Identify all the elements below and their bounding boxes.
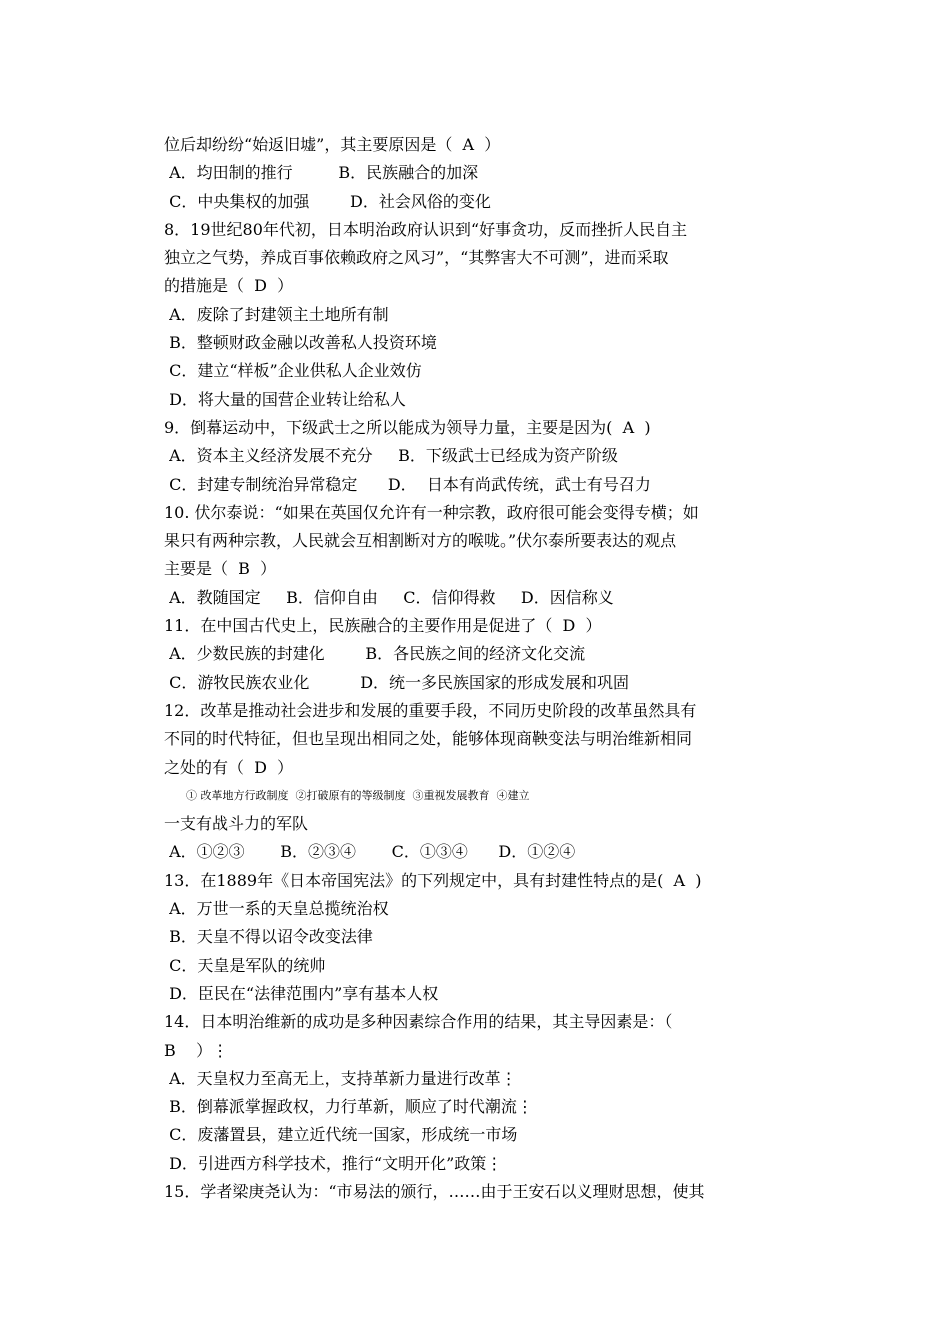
question-11: 11．在中国古代史上，民族融合的主要作用是促进了（ D ） bbox=[164, 616, 602, 636]
exam-page bbox=[164, 131, 790, 1206]
option-line: C．废藩置县，建立近代统一国家，形成统一市场 bbox=[164, 1125, 518, 1145]
option-line: A．资本主义经济发展不充分 B．下级武士已经成为资产阶级 bbox=[164, 446, 618, 466]
question-15: 15．学者梁庚尧认为：“市易法的颁行，……由于王安石以义理财思想，使其 bbox=[164, 1181, 705, 1201]
question-10: 10. 伏尔泰说：“如果在英国仅允许有一种宗教，政府很可能会变得专横；如 bbox=[164, 502, 699, 522]
option-line: B．倒幕派掌握政权，力行革新，顺应了时代潮流⋮ bbox=[164, 1097, 533, 1117]
text-line: 不同的时代特征，但也呈现出相同之处，能够体现商鞅变法与明治维新相同 bbox=[164, 729, 693, 749]
option-line: A．天皇权力至高无上，支持革新力量进行改革⋮ bbox=[164, 1068, 517, 1088]
text-line: 的措施是（ D ） bbox=[164, 276, 294, 296]
option-line: C．游牧民族农业化 D．统一多民族国家的形成发展和巩固 bbox=[164, 672, 630, 692]
option-line: B．天皇不得以诏令改变法律 bbox=[164, 927, 373, 947]
question-13: 13．在1889年《日本帝国宪法》的下列规定中，具有封建性特点的是( A ) bbox=[164, 870, 702, 890]
question-8: 8．19世纪80年代初，日本明治政府认识到“好事贪功，反而挫折人民自主 bbox=[164, 219, 688, 239]
answer-line: B ）⋮ bbox=[164, 1040, 229, 1060]
text-line: 独立之气势，养成百事依赖政府之风习”，“其弊害大不可测”，进而采取 bbox=[164, 248, 669, 268]
question-14: 14．日本明治维新的成功是多种因素综合作用的结果，其主导因素是：（ bbox=[164, 1012, 673, 1032]
option-line: A．少数民族的封建化 B．各民族之间的经济文化交流 bbox=[164, 644, 586, 664]
option-line: C．天皇是军队的统帅 bbox=[164, 955, 326, 975]
option-line: C．建立“样板”企业供私人企业效仿 bbox=[164, 361, 422, 381]
text-line: 之处的有（ D ） bbox=[164, 757, 294, 777]
option-line: D．臣民在“法律范围内”享有基本人权 bbox=[164, 983, 439, 1003]
text-line: 果只有两种宗教，人民就会互相割断对方的喉咙。”伏尔泰所要表达的观点 bbox=[164, 531, 677, 551]
option-line: D．将大量的国营企业转让给私人 bbox=[164, 389, 406, 409]
option-line: C．封建专制统治异常稳定 D． 日本有尚武传统，武士有号召力 bbox=[164, 474, 651, 494]
question-9: 9．倒幕运动中，下级武士之所以能成为领导力量，主要是因为( A ) bbox=[164, 417, 651, 437]
option-line: A．万世一系的天皇总揽统治权 bbox=[164, 899, 389, 919]
option-line: A．教随国定 B．信仰自由 C．信仰得救 D．因信称义 bbox=[164, 587, 614, 607]
option-line: A．①②③ B．②③④ C．①③④ D．①②④ bbox=[164, 842, 576, 862]
statement-line: ① 改革地方行政制度 ②打破原有的等级制度 ③重视发展教育 ④建立 bbox=[186, 788, 530, 802]
text-line: 一支有战斗力的军队 bbox=[164, 814, 309, 834]
option-line: C．中央集权的加强 D．社会风俗的变化 bbox=[164, 191, 491, 211]
question-12: 12．改革是推动社会进步和发展的重要手段，不同历史阶段的改革虽然具有 bbox=[164, 700, 697, 720]
text-line: 位后却纷纷“始返旧墟”，其主要原因是（ A ） bbox=[164, 135, 501, 154]
option-line: D．引进西方科学技术，推行“文明开化”政策⋮ bbox=[164, 1153, 503, 1173]
option-line: A．均田制的推行 B．民族融合的加深 bbox=[164, 163, 479, 183]
option-line: B．整顿财政金融以改善私人投资环境 bbox=[164, 333, 437, 353]
option-line: A．废除了封建领主土地所有制 bbox=[164, 304, 389, 324]
text-line: 主要是（ B ） bbox=[164, 559, 277, 579]
